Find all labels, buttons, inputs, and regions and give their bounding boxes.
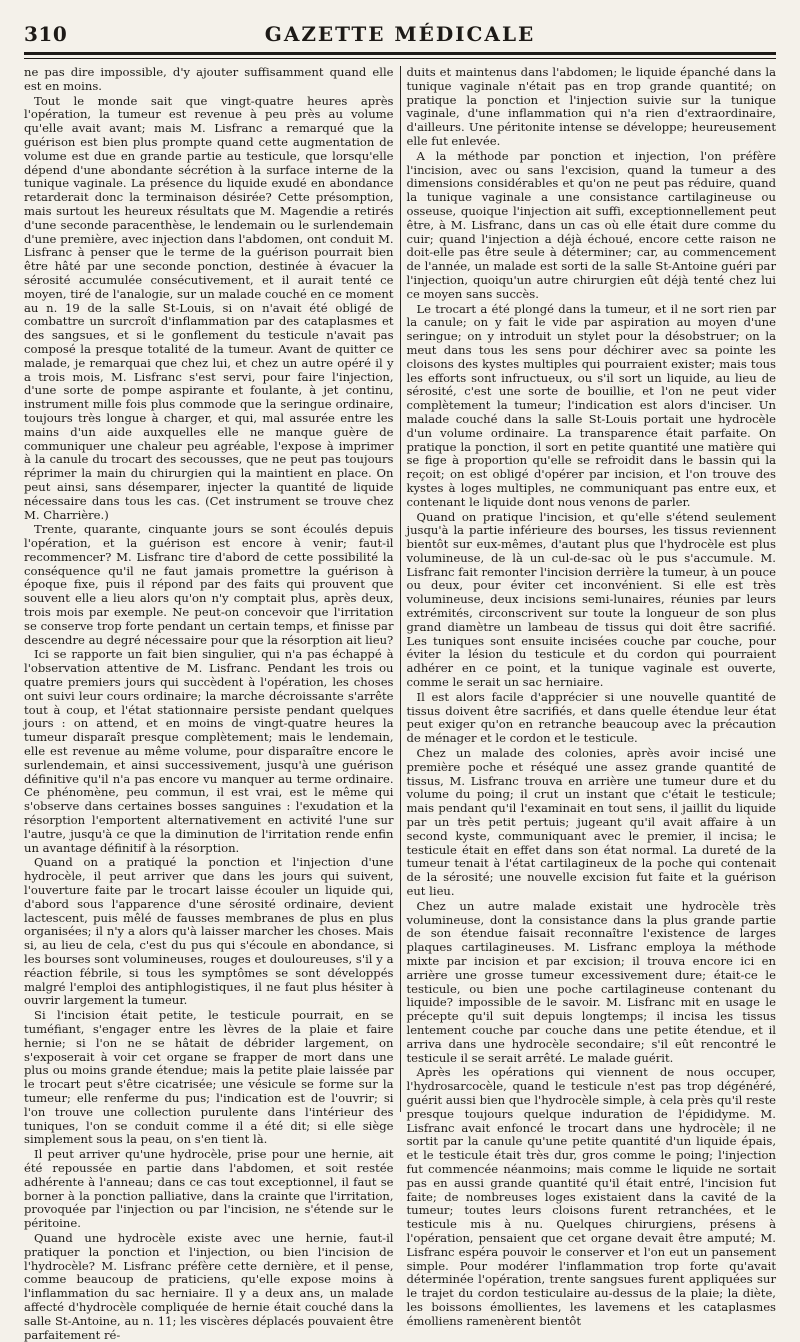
paragraph: Trente, quarante, cinquante jours se sont écoulés depuis l'opération, et la guérison est encore à venir; faut-il recommencer? M. Lisfranc tire d'abord de cette possibilité la conséquence qu'il ne faut jamais promettre la guérison à époque fixe, puis il répond par des faits qui prouvent que souvent elle a lieu alors qu'on n'y comptait plus, après deux, trois mois par exemple. Ne peut-on concevoir que l'irritation se conserve trop forte pendant un certain temps, et finisse par descendre au degré nécessaire pour que la résorption ait lieu?	[24, 522, 394, 647]
paragraph: Quand une hydrocèle existe avec une hernie, faut-il pratiquer la ponction et l'injection, ou bien l'incision de l'hydrocèle? M. Lisfranc préfère cette dernière, et il pense, comme beaucoup de praticiens, qu'elle expose moins à l'inflammation du sac herniaire. Il y a deux ans, un malade affecté d'hydrocèle compliquée de hernie était couché dans la salle St-Antoine, au n. 11; les viscères déplacés pouvaient être parfaitement ré-	[24, 1230, 394, 1342]
column-divider	[400, 66, 401, 1112]
paragraph: Il peut arriver qu'une hydrocèle, prise pour une hernie, ait été repoussée en partie dans l'abdomen, et soit restée adhérente à l'anneau; dans ce cas tout exceptionnel, il faut se borner à la ponction palliative, dans la crainte que l'irritation, provoquée par l'injection ou par l'incision, ne s'étende sur le péritoine.	[24, 1147, 394, 1231]
page-header	[24, 20, 776, 50]
article-columns	[24, 65, 776, 1342]
paragraph: Si l'incision était petite, le testicule pourrait, en se tuméfiant, s'engager entre les lèvres de la plaie et faire hernie; si l'on ne se hâtait de débrider largement, on s'exposerait à voir cet organe se frapper de mort dans une plus ou moins grande étendue; mais la petite plaie laissée par le trocart peut s'être cicatrisée; une vésicule se forme sur la tumeur; elle renferme du pus; l'indication est de l'ouvrir; si l'on trouve une collection purulente dans l'intérieur des tuniques, l'on se conduit comme il a été dit; si elle siège simplement sous la peau, on s'en tient là.	[24, 1008, 394, 1147]
paragraph: Quand on pratique l'incision, et qu'elle s'étend seulement jusqu'à la partie inférieure des bourses, les tissus reviennent bientôt sur eux-mêmes, d'autant plus que l'hydrocèle est plus volumineuse, de là un cul-de-sac où le pus s'accumule. M. Lisfranc fait remonter l'incision derrière la tumeur, à un pouce ou deux, pour éviter cet inconvénient. Si elle est très volumineuse, deux incisions semi-lunaires, réunies par leurs extrémités, circonscrivent sur toute la longueur de son plus grand diamètre un lambeau de tissus qui doit être sacrifié. Les tuniques sont ensuite incisées couche par couche, pour éviter la lésion du testicule et du cordon qui pourraient adhérer en ce point, et la tunique vaginale est ouverte, comme le serait un sac herniaire.	[406, 509, 776, 690]
paragraph: A la méthode par ponction et injection, l'on préfère l'incision, avec ou sans l'excision, quand la tumeur a des dimensions considérables et qu'on ne peut pas réduire, quand la tunique vaginale a une consistance cartilagineuse ou osseuse, quoique l'injection ait suffi, exceptionnellement peut être, à M. Lisfranc, dans un cas où elle était dure comme du cuir; quand l'injection a déjà échoué, encore cette raison ne doit-elle pas être seule à déterminer; car, au commencement de l'année, un malade est sorti de la salle St-Antoine guéri par l'injection, quoiqu'un autre chirurgien eût déjà tenté chez lui ce moyen sans succès.	[406, 148, 776, 301]
paragraph: Chez un autre malade existait une hydrocèle très volumineuse, dont la consistance dans la plus grande partie de son étendue faisait reconnaître l'existence de larges plaques cartilagineuses. M. Lisfranc employa la méthode mixte par incision et par excision; il trouva encore ici en arrière une grosse tumeur excessivement dure; était-ce le testicule, ou bien une poche cartilagineuse contenant du liquide? impossible de le savoir. M. Lisfranc mit en usage le précepte qu'il suit depuis longtemps; il incisa les tissus lentement couche par couche dans une petite étendue, et il arriva dans une hydrocèle secondaire; s'il eût rencontré le testicule il se serait arrêté. Le malade guérit.	[406, 898, 776, 1065]
column-right	[406, 65, 776, 1328]
paragraph: Tout le monde sait que vingt-quatre heures après l'opération, la tumeur est revenue à peu près au volume qu'elle avait avant; mais M. Lisfranc a remarqué que la guérison est bien plus prompte quand cette augmentation de volume est due en grande partie au testicule, que lorsqu'elle dépend d'une abondante sécrétion à la surface interne de la tunique vaginale. La présence du liquide exudé en abondance retarderait donc la terminaison désirée? Cette présomption, mais surtout les heureux résultats que M. Magendie a retirés d'une seconde paracenthèse, le lendemain ou le surlendemain d'une première, avec injection dans l'abdomen, ont conduit M. Lisfranc à penser que le terme de la guérison pourrait bien être hâté par une seconde ponction, destinée à évacuer la sérosité accumulée consécutivement, et il aurait tenté ce moyen, tiré de l'analogie, sur un malade couché en ce moment au n. 19 de la salle St-Louis, si on n'avait été obligé de combattre un surcroît d'inflammation par des cataplasmes et des sangsues, et si le gonflement du testicule n'avait pas composé la presque totalité de la tumeur. Avant de quitter ce malade, je remarquai que chez lui, et chez un autre opéré il y a trois mois, M. Lisfranc s'est servi, pour faire l'injection, d'une sorte de pompe aspirante et foulante, à jet continu, instrument mille fois plus commode que la seringue ordinaire, toujours très longue à charger, et qui, mal assurée entre les mains d'un aide auxquelles elle ne manque guère de communiquer une chaleur peu agréable, l'expose à imprimer à la canule du trocart des secousses, que ne peut pas toujours réprimer la main du chirurgien qui la maintient en place. On peut ainsi, sans désemparer, injecter la quantité de liquide nécessaire dans tous les cas. (Cet instrument se trouve chez M. Charrière.)	[24, 93, 394, 522]
column-left	[24, 65, 394, 1342]
header-rule-thin	[24, 58, 776, 59]
paragraph: Quand on a pratiqué la ponction et l'injection d'une hydrocèle, il peut arriver que dans les jours qui suivent, l'ouverture faite par le trocart laisse écouler un liquide qui, d'abord sous l'apparence d'une sérosité ordinaire, devient lactescent, puis mêlé de fausses membranes de plus en plus organisées; il n'y a alors qu'à laisser marcher les choses. Mais si, au lieu de cela, c'est du pus qui s'écoule en abondance, si les bourses sont volumineuses, rouges et douloureuses, s'il y a réaction fébrile, si tous les symptômes se sont développés malgré l'emploi des antiphlogistiques, il ne faut plus hésiter à ouvrir largement la tumeur.	[24, 855, 394, 1008]
paragraph: Chez un malade des colonies, après avoir incisé une première poche et réséqué une assez grande quantité de tissus, M. Lisfranc trouva en arrière une tumeur dure et du volume du poing; il crut un instant que c'était le testicule; mais pendant qu'il l'examinait en tout sens, il jaillit du liquide par un très petit pertuis; jugeant qu'il avait affaire à un second kyste, communiquant avec le premier, il incisa; le testicule était en effet dans son état normal. La dureté de la tumeur tenait à l'état cartilagineux de la poche qui contenait de la sérosité; une nouvelle excision fut faite et la guérison eut lieu.	[406, 746, 776, 899]
paragraph: duits et maintenus dans l'abdomen; le liquide épanché dans la tunique vaginale n'était pas en trop grande quantité; on pratique la ponction et l'injection suivie sur la tunique vaginale, d'une inflammation qui n'a rien d'extraordinaire, d'ailleurs. Une péritonite intense se développe; heureusement elle fut enlevée.	[406, 65, 776, 148]
paragraph: Après les opérations qui viennent de nous occuper, l'hydrosarcocèle, quand le testicule n'est pas trop dégénéré, guérit aussi bien que l'hydrocèle simple, à cela près qu'il reste presque toujours quelque induration de l'épididyme. M. Lisfranc avait enfoncé le trocart dans une hydrocèle; il ne sortit par la canule qu'une petite quantité d'un liquide épais, et le testicule était très dur, gros comme le poing; l'injection fut commencée néanmoins; mais comme le liquide ne sortait pas en aussi grande quantité qu'il était entré, l'incision fut faite; de nombreuses loges existaient dans la cavité de la tumeur; toutes leurs cloisons furent retranchées, et le testicule mis à nu. Quelques chirurgiens, présens à l'opération, pensaient que cet organe devait être amputé; M. Lisfranc espéra pouvoir le conserver et l'on eut un pansement simple. Pour modérer l'inflammation trop forte qu'avait déterminée l'opération, trente sangsues furent appliquées sur le trajet du cordon testiculaire au-dessus de la plaie; la diète, les boissons émollientes, les lavemens et les cataplasmes émolliens ramenèrent bientôt	[406, 1065, 776, 1328]
page-number: 310	[24, 22, 68, 46]
paragraph: Ici se rapporte un fait bien singulier, qui n'a pas échappé à l'observation attentive de M. Lisfranc. Pendant les trois ou quatre premiers jours qui succèdent à l'opération, les choses ont suivi leur cours ordinaire; la marche décroissante s'arrête tout à coup, et l'état stationnaire persiste pendant quelques jours : on attend, et en moins de vingt-quatre heures la tumeur disparaît presque complètement; mais le lendemain, elle est revenue au même volume, pour disparaître encore le surlendemain, et ainsi successivement, jusqu'à une guérison définitive qu'il n'a pas encore vu manquer au terme ordinaire. Ce phénomène, peu commun, il est vrai, est le même qui s'observe dans certaines bosses sanguines : l'exudation et la résorption l'emportent alternativement en activité l'une sur l'autre, jusqu'à ce que la diminution de l'irritation rende enfin un avantage définitif à la résorption.	[24, 647, 394, 855]
paragraph: Il est alors facile d'apprécier si une nouvelle quantité de tissus doivent être sacrifiés, et dans quelle étendue leur état peut exiger qu'on en retranche beaucoup avec la précaution de ménager et le cordon et le testicule.	[406, 689, 776, 746]
header-rule-thick	[24, 52, 776, 55]
journal-title: GAZETTE MÉDICALE	[264, 22, 536, 46]
paragraph: ne pas dire impossible, d'y ajouter suffisamment quand elle est en moins.	[24, 65, 394, 93]
paragraph: Le trocart a été plongé dans la tumeur, et il ne sort rien par la canule; on y fait le vide par aspiration au moyen d'une seringue; on y introduit un stylet pour la désobstruer; on la meut dans tous les sens pour déchirer avec sa pointe les cloisons des kystes multiples qui pourraient exister; mais tous les efforts sont infructueux, ou s'il sort un liquide, au lieu de sérosité, c'est une sorte de bouillie, et l'on ne peut vider complètement la tumeur; l'indication est alors d'inciser. Un malade couché dans la salle St-Louis portait une hydrocèle d'un volume ordinaire. La transparence était parfaite. On pratique la ponction, il sort en petite quantité une matière qui se fige à proportion qu'elle se refroidit dans le bassin qui la reçoit; on est obligé d'opérer par incision, et l'on trouve des kystes à loges multiples, ne communiquant pas entre eux, et contenant le liquide dont nous venons de parler.	[406, 301, 776, 509]
